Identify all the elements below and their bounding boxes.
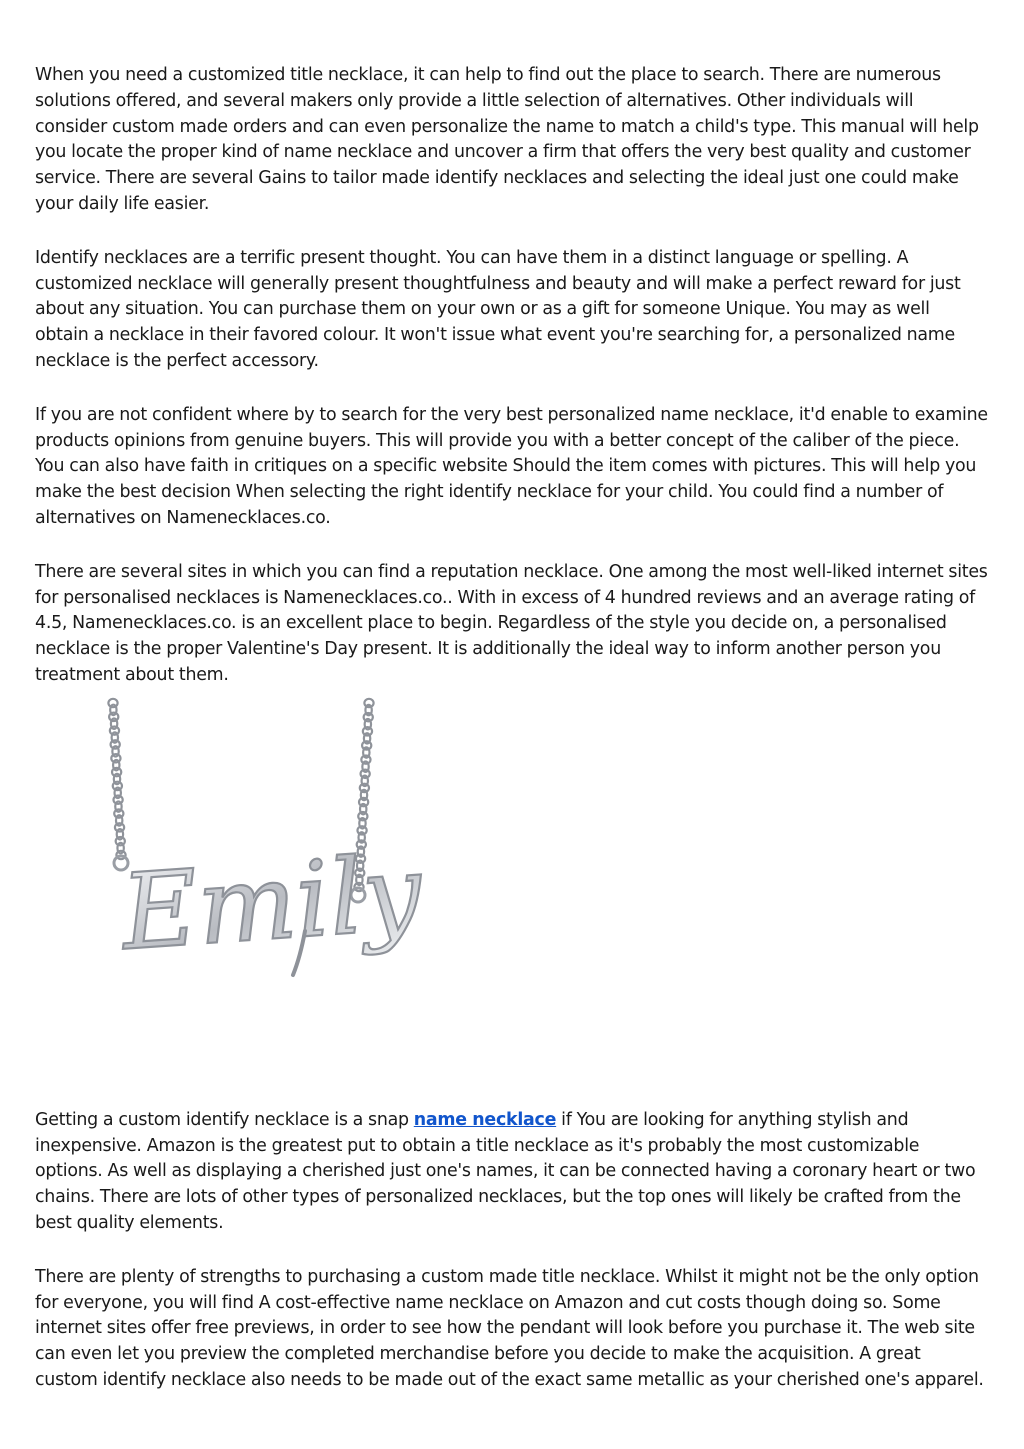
- paragraph-5: [35, 1108, 988, 1237]
- paragraph-5-start: Getting a custom identify necklace is a snap: [35, 1109, 414, 1130]
- paragraph-6: There are plenty of strengths to purchasing a custom made title necklace. Whilst it might not be the only option for everyone, you will find A cost-effective name necklace on Amazon and cut costs though doing so. Some internet sites offer free previews, in order to see how the pendant will look before you purchase it. The web site can even let you preview the completed merchandise before you decide to make the acquisition. A great custom identify necklace also needs to be made out of the exact same metallic as your cherished one's apparel.: [35, 1266, 984, 1390]
- pendant-name-text: Emily: [117, 830, 426, 974]
- paragraph-gap: [35, 1237, 988, 1265]
- name-necklace-picture: [65, 703, 426, 993]
- name-necklace-link[interactable]: name necklace: [413, 1109, 557, 1130]
- paragraph-3: If you are not confident where by to search for the very best personalized name necklace, it'd enable to examine products opinions from genuine buyers. This will provide you with a better concept of the caliber of the piece. You can also have faith in critiques on a specific website Should the item comes with pictures. This will help you make the best decision When selecting the right identify necklace for your child. You could find a number of alternatives on Namenecklaces.co.: [35, 404, 988, 528]
- paragraph-4: There are several sites in which you can find a reputation necklace. One among the most well-liked internet sites for personalised necklaces is Namenecklaces.co.. With in excess of 4 hundred reviews and an average rating of 4.5, Namenecklaces.co. is an excellent place to begin. Regardless of the style you decide on, a personalised necklace is the proper Valentine's Day present. It is additionally the ideal way to inform another person you treatment about them.: [35, 561, 988, 685]
- paragraph-1: When you need a customized title necklace, it can help to find out the place to search. There are numerous solutions offered, and several makers only provide a little selection of alternatives. Other individuals will consider custom made orders and can even personalize the name to match a child's type. This manual will help you locate the proper kind of name necklace and uncover a firm that offers the very best quality and customer service. There are several Gains to tailor made identify necklaces and selecting the ideal just one could make your daily life easier.: [35, 65, 979, 214]
- paragraph-gap: [35, 532, 988, 560]
- paragraph-2: Identify necklaces are a terrific present thought. You can have them in a distinct language or spelling. A customized necklace will generally present thoughtfulness and beauty and will make a perfect reward for just about any situation. You can purchase them on your own or as a gift for someone Unique. You may as well obtain a necklace in their favored colour. It won't issue what event you're searching for, a personalized name necklace is the perfect accessory.: [35, 247, 961, 371]
- paragraph-5-end: if You are looking for anything stylish and inexpensive. Amazon is the greatest put to obtain a title necklace as it's probably the most customizable options. As well as displaying a cherished just one's names, it can be connected having a coronary heart or two chains. There are lots of other types of personalized necklaces, but the top ones will likely be crafted from the best quality elements.: [35, 1109, 976, 1233]
- necklace-image: [35, 703, 988, 1108]
- left-chain-links: [108, 699, 125, 859]
- paragraph-gap: [35, 375, 988, 403]
- paragraph-gap: [35, 218, 988, 246]
